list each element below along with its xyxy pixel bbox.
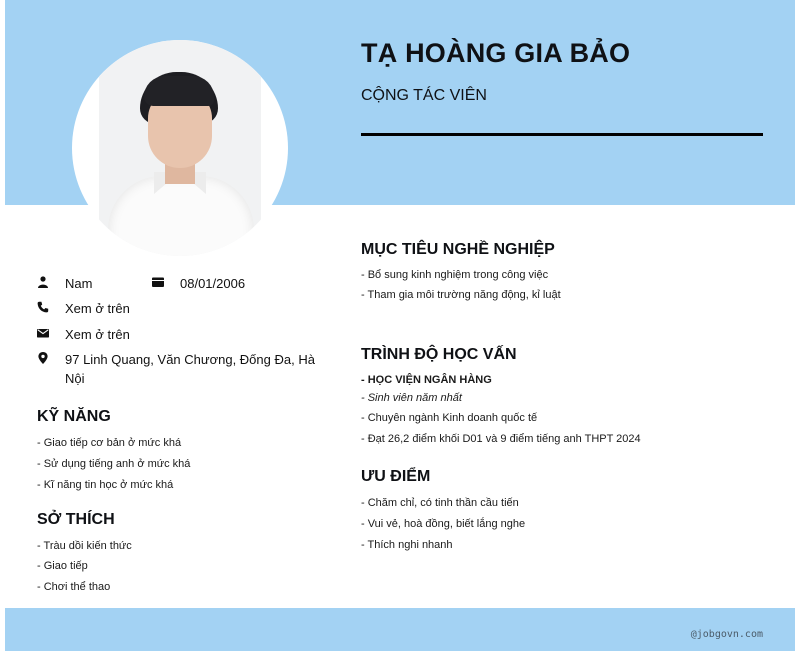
email-value: Xem ở trên (65, 327, 130, 342)
objective-item: - Bổ sung kinh nghiệm trong công việc (361, 269, 549, 281)
candidate-name: TẠ HOÀNG GIA BẢO (361, 38, 631, 68)
education-item: - Chuyên ngành Kinh doanh quốc tế (361, 412, 538, 424)
education-school: - HỌC VIỆN NGÂN HÀNG (361, 374, 492, 386)
phone-row (37, 299, 130, 318)
address-line-1: 97 Linh Quang, Văn Chương, Đống Đa, Hà (65, 352, 315, 367)
watermark: @jobgovn.com (690, 629, 763, 640)
birthday-value: 08/01/2006 (180, 276, 246, 291)
strength-item: - Chăm chỉ, có tinh thần cầu tiến (361, 497, 519, 509)
hobbies-title: SỞ THÍCH (37, 511, 115, 528)
person-icon (37, 276, 49, 288)
address-line-2: Nội (65, 371, 85, 386)
skill-item: - Sử dụng tiếng anh ở mức khá (37, 458, 191, 470)
skill-item: - Giao tiếp cơ bản ở mức khá (37, 437, 182, 449)
email-row (37, 325, 130, 344)
footer-band (5, 608, 795, 651)
hobby-item: - Giao tiếp (37, 560, 88, 572)
hobby-item: - Chơi thể thao (37, 581, 111, 593)
address-row (37, 350, 315, 388)
gender-row (37, 274, 92, 293)
calendar-icon (152, 276, 164, 288)
education-item: - Đạt 26,2 điểm khối D01 và 9 điểm tiếng anh THPT 2024 (361, 433, 641, 445)
strength-item: - Vui vẻ, hoà đồng, biết lắng nghe (361, 518, 526, 530)
header-divider (361, 133, 763, 136)
mail-icon (37, 327, 49, 339)
location-pin-icon (37, 352, 49, 364)
birthday-row (152, 274, 245, 293)
phone-value: Xem ở trên (65, 301, 130, 316)
hobby-item: - Tràu dồi kiến thức (37, 540, 132, 552)
objective-title: MỤC TIÊU NGHỀ NGHIỆP (361, 241, 555, 258)
strength-item: - Thích nghi nhanh (361, 539, 453, 551)
education-status: - Sinh viên năm nhất (361, 392, 462, 404)
education-title: TRÌNH ĐỘ HỌC VẤN (361, 346, 517, 363)
job-title: CỘNG TÁC VIÊN (361, 87, 487, 104)
strengths-title: ƯU ĐIỂM (361, 468, 431, 485)
profile-photo (72, 40, 288, 256)
gender-value: Nam (65, 276, 93, 291)
skill-item: - Kĩ năng tin học ở mức khá (37, 479, 174, 491)
cv-page (5, 0, 795, 651)
skills-title: KỸ NĂNG (37, 408, 111, 425)
phone-icon (37, 301, 49, 313)
objective-item: - Tham gia môi trường năng động, kỉ luật (361, 289, 561, 301)
